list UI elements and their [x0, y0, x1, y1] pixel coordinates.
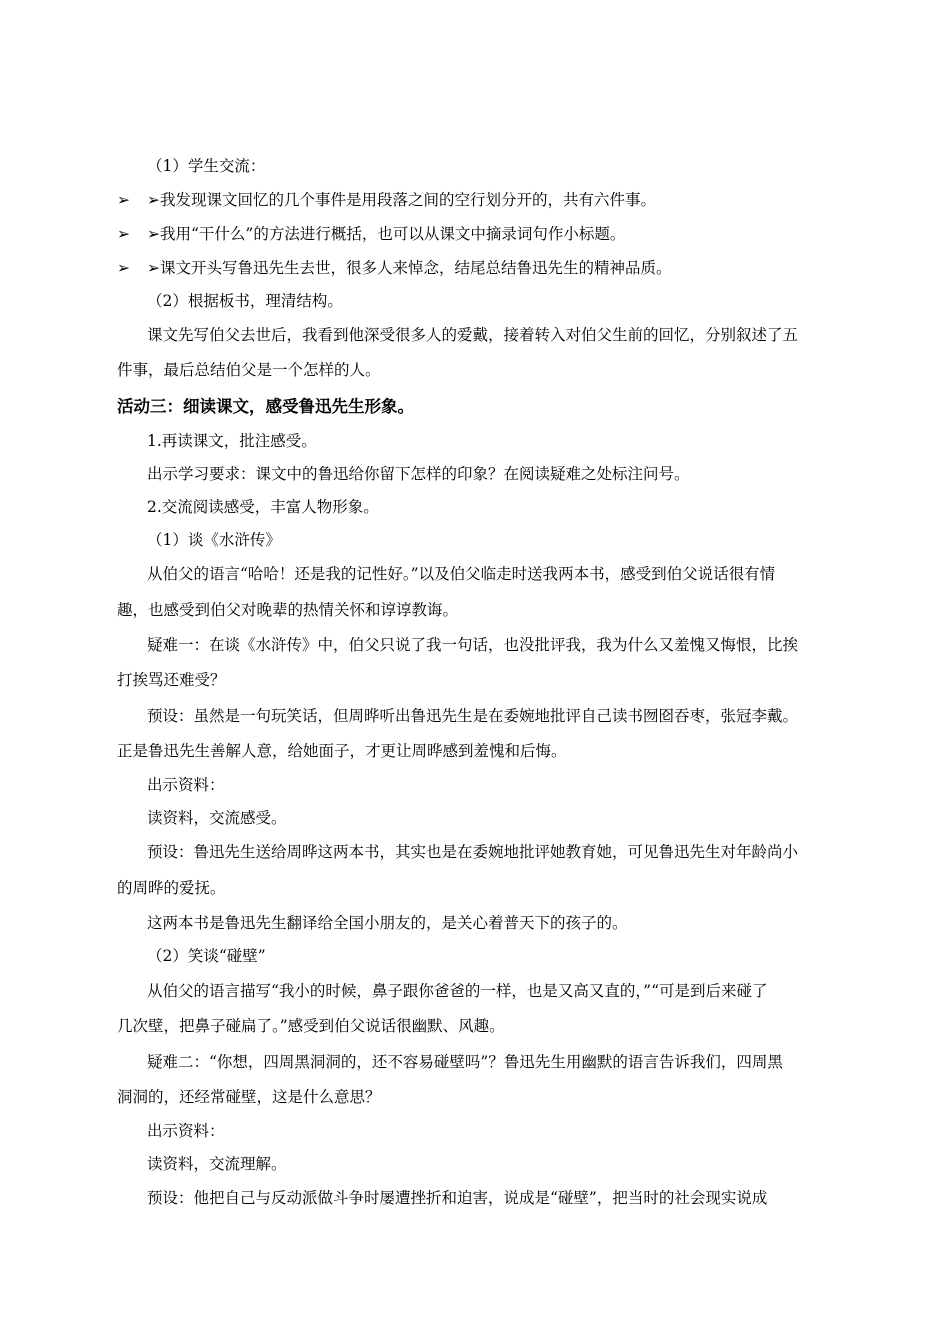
bullet-item-text: 课文开头写鲁迅先生去世，很多人来悼念，结尾总结鲁迅先生的精神品质。: [160, 259, 672, 277]
section-label: （2）笑谈“碰壁”: [147, 947, 266, 965]
paragraph-line: 预设：虽然是一句玩笑话，但周晔听出鲁迅先生是在委婉地批评自己读书囫囵吞枣，张冠李戴。: [147, 707, 799, 725]
paragraph-line: 打挨骂还难受？: [117, 671, 226, 689]
bullet-item: [147, 190, 656, 210]
paragraph-line: 课文先写伯父去世后，我看到他深受很多人的爱戴，接着转入对伯父生前的回忆，分别叙述了五: [147, 326, 799, 344]
bullet-prefix: ➢: [147, 191, 160, 209]
bullet-marker: ➢: [117, 225, 130, 243]
paragraph-line: 从伯父的语言“哈哈！还是我的记性好。”以及伯父临走时送我两本书，感受到伯父说话很有情: [147, 565, 776, 583]
paragraph-line: 出示学习要求：课文中的鲁迅给你留下怎样的印象？在阅读疑难之处标注问号。: [147, 465, 690, 483]
section-label: （1）谈《水浒传》: [147, 531, 281, 549]
bullet-item-text: 我用“干什么”的方法进行概括，也可以从课文中摘录词句作小标题。: [160, 225, 626, 243]
paragraph-line: 这两本书是鲁迅先生翻译给全国小朋友的，是关心着普天下的孩子的。: [147, 914, 628, 932]
paragraph-line: 的周晔的爱抚。: [117, 879, 226, 897]
section-label: （1）学生交流：: [147, 157, 266, 175]
paragraph-line: 趣，也感受到伯父对晚辈的热情关怀和谆谆教诲。: [117, 601, 459, 619]
paragraph-line: 出示资料：: [147, 776, 225, 794]
bullet-marker: ➢: [117, 259, 130, 277]
bullet-item: [147, 224, 625, 244]
paragraph-line: 读资料，交流感受。: [147, 809, 287, 827]
paragraph-line: 1.再读课文，批注感受。: [147, 432, 317, 450]
paragraph-line: 2.交流阅读感受，丰富人物形象。: [147, 498, 379, 516]
activity-heading: 活动三：细读课文，感受鲁迅先生形象。: [117, 397, 414, 416]
paragraph-line: 读资料，交流理解。: [147, 1155, 287, 1173]
paragraph-line: 预设：他把自己与反动派做斗争时屡遭挫折和迫害，说成是“碰壁”，把当时的社会现实说成: [147, 1189, 768, 1207]
paragraph-line: 正是鲁迅先生善解人意，给她面子，才更让周晔感到羞愧和后悔。: [117, 742, 567, 760]
bullet-item: [147, 258, 672, 278]
bullet-prefix: ➢: [147, 259, 160, 277]
section-label: （2）根据板书，理清结构。: [147, 292, 343, 310]
paragraph-line: 疑难二：“你想，四周黑洞洞的，还不容易碰壁吗”？鲁迅先生用幽默的语言告诉我们，四周黑: [147, 1053, 783, 1071]
bullet-prefix: ➢: [147, 225, 160, 243]
paragraph-line: 几次壁，把鼻子碰扁了。”感受到伯父说话很幽默、风趣。: [117, 1017, 505, 1035]
bullet-marker: ➢: [117, 191, 130, 209]
bullet-item-text: 我发现课文回忆的几个事件是用段落之间的空行划分开的，共有六件事。: [160, 191, 657, 209]
paragraph-line: 预设：鲁迅先生送给周晔这两本书，其实也是在委婉地批评她教育她，可见鲁迅先生对年龄尚小: [147, 843, 799, 861]
paragraph-line: 疑难一：在谈《水浒传》中，伯父只说了我一句话，也没批评我，我为什么又羞愧又悔恨，比挨: [147, 636, 799, 654]
paragraph-line: 件事，最后总结伯父是一个怎样的人。: [117, 361, 381, 379]
paragraph-line: 洞洞的，还经常碰壁，这是什么意思？: [117, 1088, 381, 1106]
paragraph-line: 从伯父的语言描写“我小的时候，鼻子跟你爸爸的一样，也是又高又直的，”“可是到后来碰了: [147, 982, 768, 1000]
paragraph-line: 出示资料：: [147, 1122, 225, 1140]
